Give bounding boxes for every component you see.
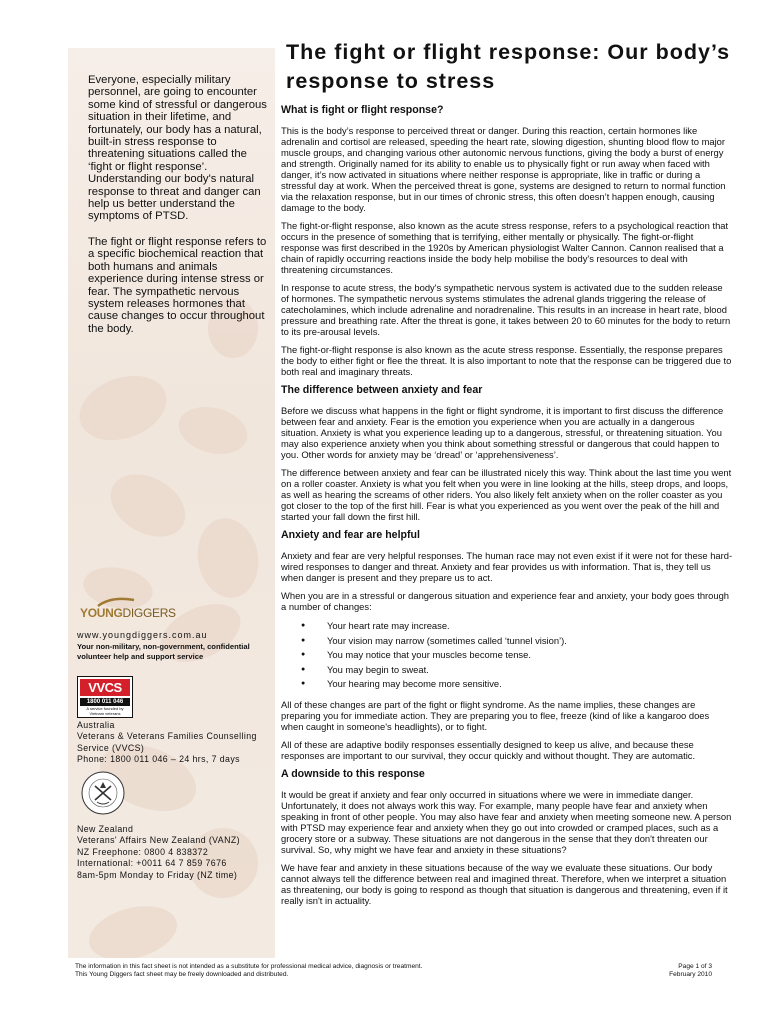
list-item: ● Your vision may narrow (sometimes called ‘tunnel vision’). <box>281 634 733 649</box>
logo-text-light: DIGGERS <box>122 606 176 620</box>
logo-wordmark <box>80 606 176 620</box>
camo-pattern <box>100 462 197 550</box>
page-number: Page 1 of 3 <box>678 963 712 970</box>
body-paragraph: Anxiety and fear are very helpful responses. The human race may not even exist if it were not for these hard-wired responses to danger and threat. Anxiety and fear provides us with information. That is, they tell us when danger is present and they prepare us to act. <box>281 550 733 583</box>
page-title: The fight or flight response: Our body’s response to stress <box>286 40 731 93</box>
vvcs-logo-name: VVCS <box>80 679 130 696</box>
tagline: Your non-military, non-government, confidential volunteer help and support service <box>77 642 250 661</box>
body-paragraph: It would be great if anxiety and fear only occurred in situations where we were in immediate danger. Unfortunately, it does not always work this way. For example, many people have fear and anxiety when speaking in front of other people. You may also have fear and anxiety when meeting someone new. A person with PTSD may experience fear and anxiety when they go out into crowded or cramped places, such as a grocery store or a subway. These situations are not dangerous in the sense that they don't threaten our survival. So, why might we have fear and anxiety in these situations? <box>281 788 732 855</box>
section-heading: Anxiety and fear are helpful <box>281 529 420 541</box>
list-item: ● You may begin to sweat. <box>281 663 733 678</box>
sidebar-intro <box>88 74 268 348</box>
camo-pattern <box>70 364 175 451</box>
body-paragraph: This is the body’s response to perceived threat or danger. During this reaction, certain hormones like adrenalin and cortisol are released, speeding the heart rate, slowing digestion, shunting blood flow to major muscle groups, and changing various other autonomic nervous functions, giving the body a burst of energy and strength. Originally named for its ability to enable us to physically fight or run away when faced with danger, it’s now activated in situations where neither response is appropriate, like in traffic or during a stressful day at work. When the perceived threat is gone, systems are designed to return to normal function via the relaxation response, but in our times of chronic stress, this often doesn’t happen enough, causing damage to the body. <box>281 125 726 213</box>
list-item: ● Your hearing may become more sensitive. <box>281 677 733 692</box>
new-zealand-contact <box>77 824 240 881</box>
camo-pattern <box>173 400 252 462</box>
list-item: ● Your heart rate may increase. <box>281 619 733 634</box>
vvcs-logo-subtext: A service founded by Vietnam veterans <box>86 706 124 716</box>
vvcs-logo-phone: 1800 011 046 <box>80 698 130 706</box>
intro-paragraph: Everyone, especially military personnel, are going to encounter some kind of stressful or dangerous situation in their lifetime, and fortunately, our body has a natural, built-in stress response to threatening situations called the ‘fight or flight response’. Understanding our body's natural response to threat and danger can help us better understand the symptoms of PTSD. <box>88 74 267 223</box>
symptom-list <box>281 619 733 692</box>
phone-number: Phone: 1800 011 046 – 24 hrs, 7 days <box>77 754 240 765</box>
publish-date: February 2010 <box>669 971 712 978</box>
international-number: International: +0011 64 7 859 7676 <box>77 858 227 869</box>
intro-paragraph: The fight or flight response refers to a specific biochemical reaction that both humans and animals experience during intense stress or fear. The sympathetic nervous system releases hormones that cause changes to occur throughout the body. <box>88 235 267 335</box>
website-link[interactable]: www.youngdiggers.com.au <box>77 630 208 640</box>
disclaimer-line: This Young Diggers fact sheet may be freely downloaded and distributed. <box>75 971 289 978</box>
body-paragraph: The fight-or-flight response, also known as the acute stress response, refers to a psychological reaction that occurs in the presence of something that is terrifying, either mentally or physically. The fight-or-flight response was first described in the 1920s by American physiologist Walter Cannon. Cannon realised that a chain of rapidly occurring reactions inside the body help mobilise the body's resources to deal with threatening circumstances. <box>281 220 729 275</box>
camo-pattern <box>83 897 183 958</box>
org-name: Veterans & Veterans Families Counselling <box>77 731 257 742</box>
body-paragraph: In response to acute stress, the body's sympathetic nervous system is activated due to the sudden release of hormones. The sympathetic nervous systems stimulates the adrenal glands triggering the release of catecholamines, which include adrenaline and noradrenaline. This results in an increase in heart rate, blood pressure and breathing rate. After the threat is gone, it takes between 20 to 60 minutes for the body to return to its pre-arousal levels. <box>281 282 731 337</box>
body-paragraph: Before we discuss what happens in the fight or flight syndrome, it is important to first discuss the difference between fear and anxiety. Fear is the emotion you experience when you are actually in a dangerous situation. Anxiety is what you experience leading up to a dangerous, stressful, or threatening situation. You may also experience anxiety when you think about something stressful or dangerous that could happen to you. Other words for anxiety may be ‘dread’ or ‘apprehensiveness’. <box>281 405 724 460</box>
main-content <box>281 104 733 913</box>
country-label: Australia <box>77 720 115 730</box>
office-hours: 8am-5pm Monday to Friday (NZ time) <box>77 869 238 880</box>
section-heading: What is fight or flight response? <box>281 104 444 116</box>
vvcs-logo <box>77 676 133 718</box>
body-paragraph: When you are in a stressful or dangerous situation and experience fear and anxiety, your body goes through a number of changes: <box>281 590 730 612</box>
org-name: Veterans' Affairs New Zealand (VANZ) <box>77 835 240 846</box>
australia-contact <box>77 720 257 766</box>
body-paragraph: All of these are adaptive bodily responses essentially designed to keep us alive, and because these responses are important to our survival, they occur quickly and without thought. They are automatic. <box>281 738 696 761</box>
section-heading: The difference between anxiety and fear <box>281 384 483 396</box>
disclaimer-line: The information in this fact sheet is not intended as a substitute for professional medical advice, diagnosis or treatment. <box>75 963 423 970</box>
org-abbreviation: Service (VVCS) <box>77 742 145 753</box>
body-paragraph: All of these changes are part of the fight or flight syndrome. As the name implies, these changes are preparing you for immediate action. They are preparing you to flee, freeze (kind of like a kangaroo does when caught in someone's headlights), or to fight. <box>281 698 710 732</box>
list-item: ● You may notice that your muscles become tense. <box>281 648 733 663</box>
camo-pattern <box>192 513 265 602</box>
footer-disclaimer <box>75 963 422 979</box>
young-diggers-logo <box>80 596 230 624</box>
body-paragraph: The fight-or-flight response is also known as the acute stress response. Essentially, the response prepares the body to either fight or flee the threat. It is also important to note that the response can be triggered due to both real and imaginary threats. <box>281 344 732 377</box>
vanz-seal-icon <box>80 770 126 816</box>
footer-page-info <box>669 963 712 979</box>
section-heading: A downside to this response <box>281 767 425 780</box>
country-label: New Zealand <box>77 824 134 834</box>
freephone-number: NZ Freephone: 0800 4 838372 <box>77 846 209 857</box>
logo-text-bold: YOUNG <box>80 606 123 620</box>
body-paragraph: We have fear and anxiety in these situations because of the way we evaluate these situations. Our body cannot always tell the difference between real and imagined threat. Therefore, when we interpret a situation as threatening, our body is going to respond as though that situation is dangerous and threatening, even if it really isn't in actuality. <box>281 861 728 906</box>
body-paragraph: The difference between anxiety and fear can be illustrated nicely this way. Think about the last time you went on a roller coaster. Anxiety is what you felt when you were in line looking at the hills, steep drops, and loops, as well as hearing the screams of other riders. You also likely felt anxiety when on the roller coaster as you got closer to the top of the first hill. Fear is what you experienced as you went over the peak of the hill and started your fall down the first hill. <box>281 467 732 522</box>
